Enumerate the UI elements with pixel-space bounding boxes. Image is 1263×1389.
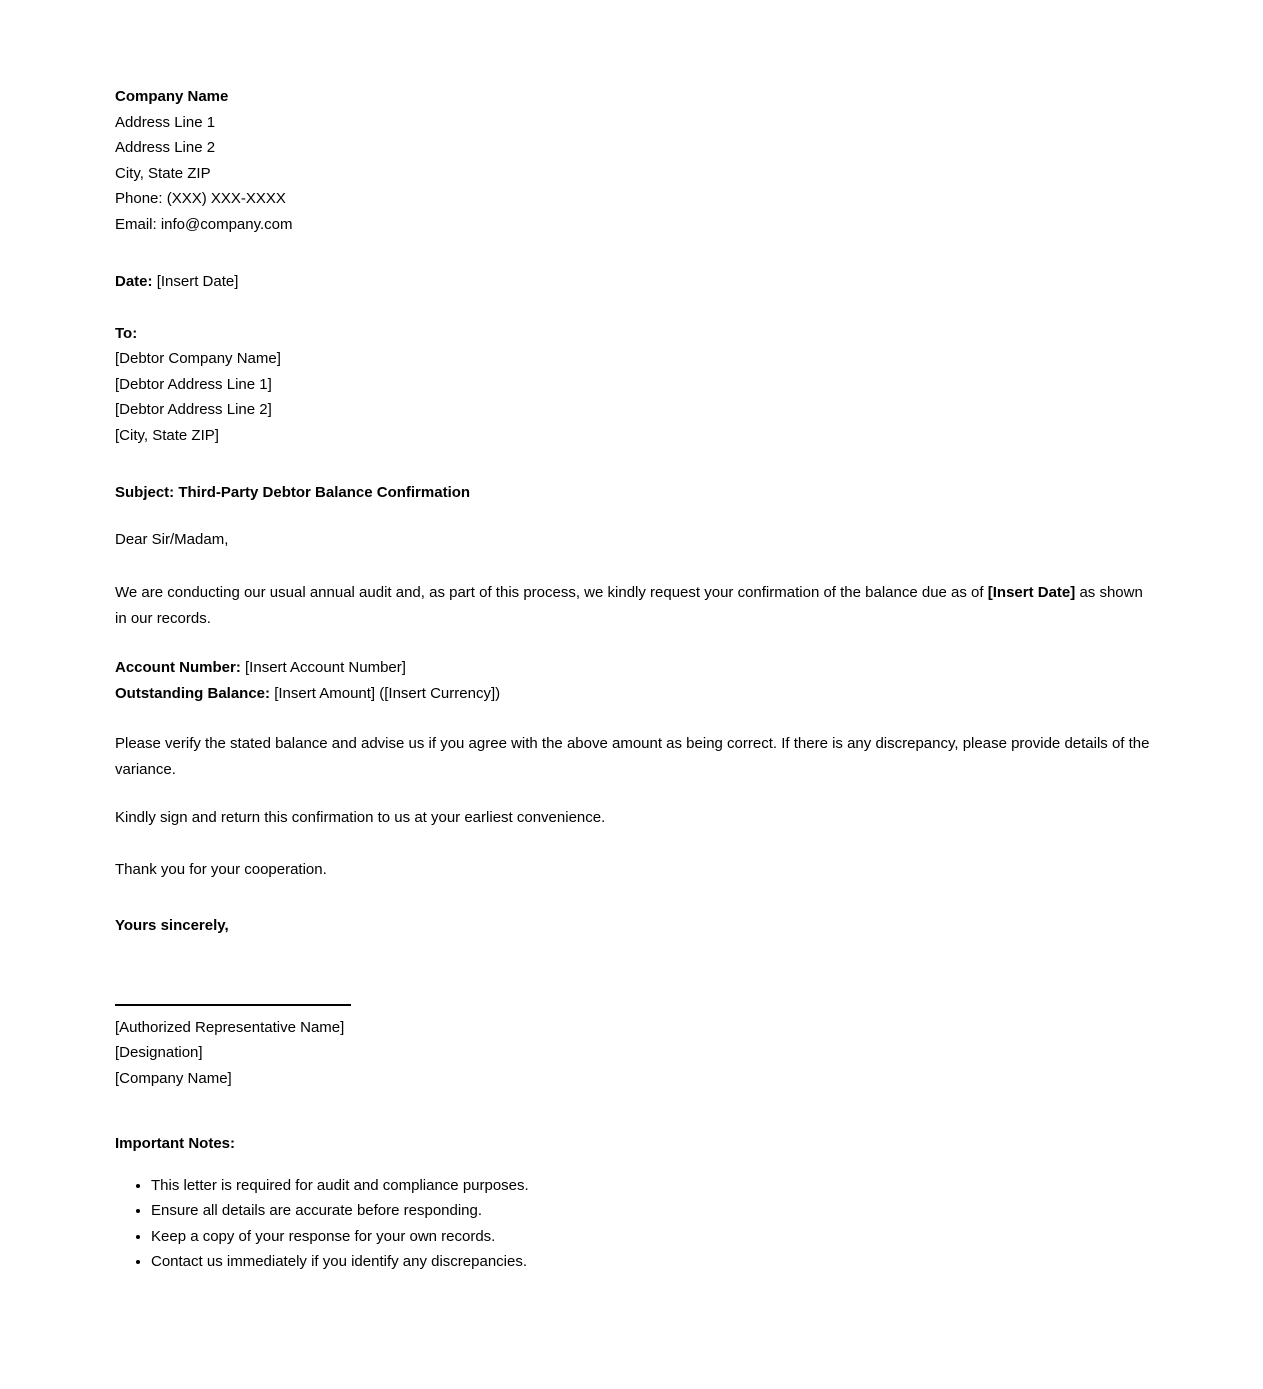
account-number-label: Account Number: [115, 659, 241, 676]
recipient-label: To: [115, 324, 138, 342]
note-item: • Contact us immediately if you identify any discrepancies. [151, 1249, 1151, 1275]
signatory-block [115, 1015, 1151, 1092]
outstanding-balance-label: Outstanding Balance: [115, 684, 271, 702]
valediction: Yours sincerely, [115, 917, 229, 934]
subject-value: Third-Party Debtor Balance Confirmation [178, 484, 471, 501]
date-line [115, 269, 1151, 295]
signature-line [115, 1004, 351, 1006]
note-item: • This letter is required for audit and compliance purposes. [151, 1173, 1151, 1199]
sender-city-state-zip: City, State ZIP [115, 164, 211, 182]
recipient-address-line-2: [Debtor Address Line 2] [115, 401, 272, 418]
sender-email: Email: info@company.com [115, 215, 293, 233]
account-details-block [115, 655, 1151, 706]
signatory-name: [Authorized Representative Name] [115, 1018, 345, 1036]
recipient-address-line-1: [Debtor Address Line 1] [115, 375, 272, 393]
intro-paragraph [115, 580, 1151, 631]
note-item: • Ensure all details are accurate before responding. [151, 1198, 1151, 1224]
sender-address-line-2: Address Line 2 [115, 139, 216, 156]
sender-block [115, 84, 1151, 237]
account-number-value: [Insert Account Number] [245, 659, 406, 676]
recipient-block [115, 321, 1151, 449]
subject-line [115, 480, 1151, 506]
recipient-city-state-zip: [City, State ZIP] [115, 426, 219, 444]
notes-heading: Important Notes: [115, 1135, 235, 1152]
signatory-company: [Company Name] [115, 1069, 232, 1087]
sender-phone: Phone: (XXX) XXX-XXXX [115, 190, 286, 207]
date-value: [Insert Date] [156, 273, 239, 290]
intro-insert-date: [Insert Date] [987, 584, 1076, 601]
recipient-company-name: [Debtor Company Name] [115, 350, 281, 367]
account-number-line [115, 655, 1151, 681]
greeting: Dear Sir/Madam, [115, 530, 229, 548]
notes-list [115, 1173, 1151, 1275]
intro-text-before: We are conducting our usual annual audit and, as part of this process, we kindly request your confirmation of the balance due as of [115, 584, 988, 601]
note-item: • Keep a copy of your response for your own records. [151, 1224, 1151, 1250]
sender-company-name: Company Name [115, 88, 229, 105]
thanks-paragraph: Thank you for your cooperation. [115, 860, 327, 878]
outstanding-balance-value: [Insert Amount] ([Insert Currency]) [274, 684, 501, 702]
intro-text-after: as shown in our records. [115, 584, 1143, 627]
subject-label: Subject: [115, 484, 175, 501]
verify-paragraph: Please verify the stated balance and advise us if you agree with the above amount as being correct. If there is any discrepancy, please provide details of the variance. [115, 735, 1150, 778]
outstanding-balance-line [115, 681, 1151, 707]
sender-address-line-1: Address Line 1 [115, 113, 216, 131]
date-label: Date: [115, 273, 153, 290]
signatory-designation: [Designation] [115, 1044, 203, 1061]
sign-return-paragraph: Kindly sign and return this confirmation to us at your earliest convenience. [115, 809, 606, 826]
